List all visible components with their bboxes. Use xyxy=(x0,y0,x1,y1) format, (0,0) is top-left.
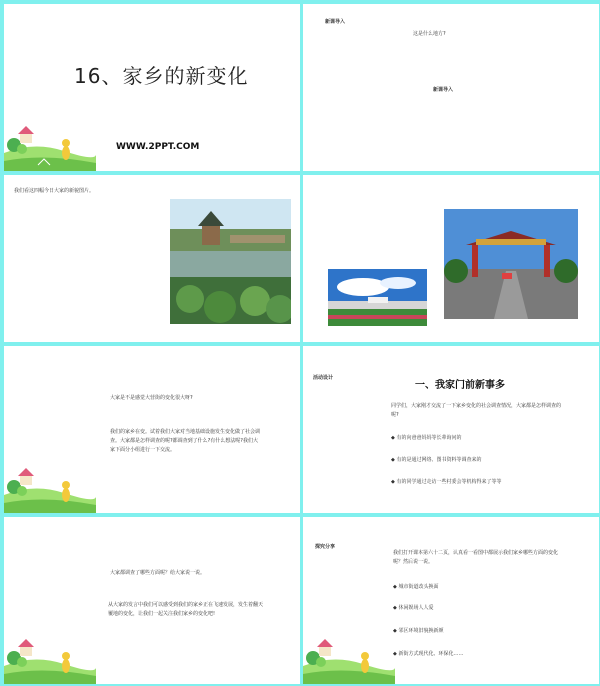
cartoon-meadow-icon xyxy=(4,636,96,684)
slide-5-discussion[interactable] xyxy=(4,346,300,513)
slide-1-title[interactable] xyxy=(4,4,300,171)
activity-heading: 一、我家门前新事多 xyxy=(415,380,505,391)
bullet-item-3: ◆ 邻区环境旧貌换新颜 xyxy=(393,628,444,634)
activity-intro: 同学们，大家刚才交流了一下家乡变化的社会调查情况，大家都是怎样调查的呢? xyxy=(391,403,562,418)
bullet-item-4: ◆ 新街方式现代化、环保化…… xyxy=(393,651,464,657)
cartoon-meadow-icon xyxy=(303,636,395,684)
slide-4-photos[interactable] xyxy=(303,175,599,342)
cartoon-meadow-icon xyxy=(4,465,96,513)
question-line: 大家是不是感觉大营街的变化很大呀? xyxy=(110,395,193,401)
section-label: 活动设计 xyxy=(313,375,334,381)
slide-6-activity[interactable] xyxy=(303,346,599,513)
discussion-paragraph: 我们的家乡在变。试着我们大家对当地基础设施发生变化做了社会调查。大家都是怎样调查的呢?都调查到了什么?有什么想法呢?我们大家下面分小组进行一下交流。 xyxy=(110,429,261,453)
pavilion-lake-photo xyxy=(170,199,291,324)
summary-paragraph: 从大家的发言中我们可以感受到我们的家乡正在飞速发展，发生着翻天覆地的变化，让我们一起关注我们家乡的变化吧! xyxy=(108,602,264,617)
bullet-item-1: ◆ 城市街道改头换面 xyxy=(393,584,439,590)
slide-2-intro[interactable] xyxy=(303,4,599,171)
lesson-title: 16、家乡的新变化 xyxy=(74,64,249,88)
section-label-bottom: 新课导入 xyxy=(433,87,454,93)
gate-archway-photo xyxy=(444,209,578,319)
question-line: 大家都调查了哪些方面呢？给大家说一说。 xyxy=(110,570,206,576)
bullet-item-2: ◆ 有的是通过网络、图书资料等调查来的 xyxy=(391,457,482,463)
section-label: 新课导入 xyxy=(325,19,346,25)
city-sky-photo xyxy=(328,269,427,326)
slide-3-photo[interactable] xyxy=(4,175,300,342)
brand-url: WWW.2PPT.COM xyxy=(116,142,200,152)
question-text: 这是什么地方? xyxy=(413,31,446,37)
explore-intro: 我们打开课本第六十二页，认真看一看图中都展示我们家乡哪些方面的变化呢？然后说一说。 xyxy=(393,550,559,565)
slide-8-explore[interactable] xyxy=(303,517,599,684)
section-label: 探究分享 xyxy=(315,544,336,550)
bullet-item-3: ◆ 有的同学通过走访一些村委会等机构得来了等等 xyxy=(391,479,502,485)
cartoon-meadow-icon xyxy=(4,123,96,171)
bullet-item-1: ◆ 有的向爸爸妈妈等长辈询问的 xyxy=(391,435,462,441)
bullet-item-2: ◆ 休闲娱场人人爱 xyxy=(393,605,434,611)
slide-7-summary[interactable] xyxy=(4,517,300,684)
photo-caption: 我们看这四幅今日大家的新貌图片。 xyxy=(14,188,95,194)
